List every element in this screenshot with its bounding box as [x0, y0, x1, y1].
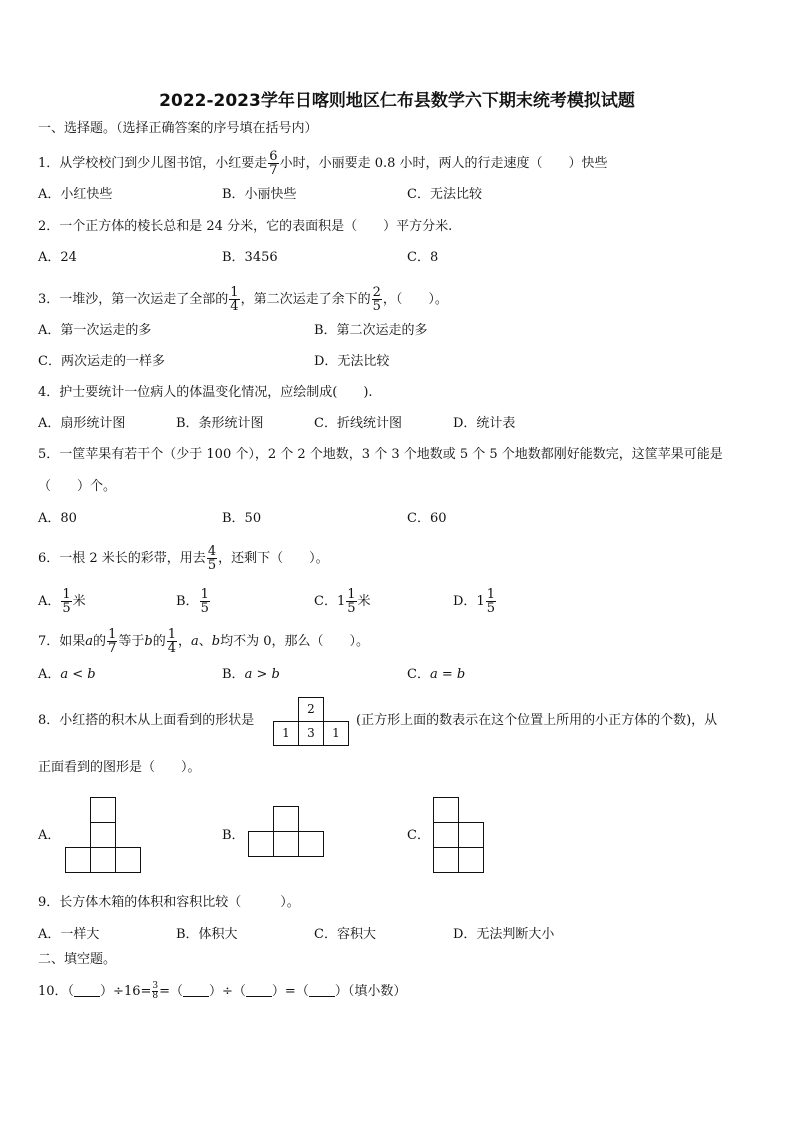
q5-option-a[interactable]: A．80	[38, 511, 77, 526]
square	[273, 806, 299, 832]
q1-option-a[interactable]: A．小红快些	[38, 187, 113, 202]
fraction: $\frac{1}{5}$	[62, 587, 71, 616]
q6-option-a[interactable]: A． $\frac{1}{5}$ 米	[38, 587, 86, 616]
q3-option-c[interactable]: C．两次运走的一样多	[38, 354, 165, 369]
q6-option-c[interactable]: C．1 $\frac{1}{5}$ 米	[314, 587, 371, 616]
q2-option-c[interactable]: C．8	[407, 250, 439, 265]
square	[90, 847, 116, 873]
square	[433, 847, 459, 873]
square	[115, 847, 141, 873]
q3-option-d[interactable]: D．无法比较	[314, 354, 390, 369]
square	[298, 831, 324, 857]
q8-option-a-figure[interactable]	[65, 797, 141, 873]
top-view-cell: 1	[323, 721, 349, 746]
square	[90, 797, 116, 823]
fraction: $\frac{1}{4}$	[230, 285, 239, 314]
answer-blank[interactable]	[74, 984, 100, 997]
q2-option-b[interactable]: B．3456	[222, 250, 278, 265]
q8-option-c-label[interactable]: C．	[407, 828, 430, 843]
square	[65, 847, 91, 873]
fraction: $\frac{6}{7}$	[269, 149, 278, 178]
q6-option-d[interactable]: D．1 $\frac{1}{5}$	[453, 587, 495, 616]
q4-option-a[interactable]: A．扇形统计图	[38, 416, 126, 431]
answer-blank[interactable]	[309, 984, 335, 997]
q4-option-d[interactable]: D．统计表	[453, 416, 516, 431]
q1-option-c[interactable]: C．无法比较	[407, 187, 482, 202]
fraction: $\frac{4}{5}$	[207, 544, 217, 573]
q4-option-b[interactable]: B．条形统计图	[176, 416, 264, 431]
question-8-line-2: 正面看到的图形是（ ）。	[38, 760, 201, 775]
square	[90, 822, 116, 848]
question-9: 9．长方体木箱的体积和容积比较（ ）。	[38, 895, 300, 910]
q9-option-d[interactable]: D．无法判断大小	[453, 927, 555, 942]
question-8-prefix: 8．小红搭的积木从上面看到的形状是	[38, 713, 255, 728]
q8-option-b-figure[interactable]	[248, 806, 324, 858]
q7-option-c[interactable]: C．a = b	[407, 667, 466, 682]
q9-option-a[interactable]: A．一样大	[38, 927, 100, 942]
square	[433, 797, 459, 823]
page-title: 2022-2023学年日喀则地区仁布县数学六下期末统考模拟试题	[159, 91, 635, 111]
fraction: $\frac{1}{4}$	[167, 627, 176, 656]
q3-option-b[interactable]: B．第二次运走的多	[314, 323, 428, 338]
answer-blank[interactable]	[183, 984, 209, 997]
question-8-suffix: (正方形上面的数表示在这个位置上所用的小正方体的个数)，从	[356, 713, 718, 728]
q2-option-a[interactable]: A．24	[38, 250, 77, 265]
question-10: 10．（ ）÷16= $\frac{3}{8}$ =（ ）÷（ ）=（ ）（填小数）	[38, 981, 407, 1001]
fraction: $\frac{3}{8}$	[152, 981, 159, 1001]
q8-option-b-label[interactable]: B．	[222, 828, 245, 843]
top-view-figure	[273, 697, 350, 747]
q5-option-b[interactable]: B．50	[222, 511, 262, 526]
fraction: $\frac{1}{5}$	[347, 587, 356, 616]
section-2-heading: 二、填空题。	[38, 952, 117, 967]
question-5-line-1: 5．一筐苹果有若干个（少于 100 个），2 个 2 个地数，3 个 3 个地数或 5 个 5 个地数都刚好能数完，这筐苹果可能是	[38, 447, 723, 462]
square	[433, 822, 459, 848]
question-1: 1．从学校校门到少儿图书馆，小红要走 $\frac{6}{7}$ 小时，小丽要走 0.8 小时，两人的行走速度（ ）快些	[38, 149, 608, 178]
q8-option-c-figure[interactable]	[433, 797, 484, 873]
q6-option-b[interactable]: B． $\frac{1}{5}$	[176, 587, 209, 616]
fraction: $\frac{1}{5}$	[486, 587, 495, 616]
top-view-cell: 2	[298, 697, 324, 722]
fraction: $\frac{1}{7}$	[108, 627, 117, 656]
q3-option-a[interactable]: A．第一次运走的多	[38, 323, 152, 338]
q4-option-c[interactable]: C．折线统计图	[314, 416, 402, 431]
q7-option-a[interactable]: A．a < b	[38, 667, 96, 682]
q7-option-b[interactable]: B．a > b	[222, 667, 280, 682]
q8-option-a-label[interactable]: A．	[38, 828, 61, 843]
q5-option-c[interactable]: C．60	[407, 511, 447, 526]
q9-option-b[interactable]: B．体积大	[176, 927, 238, 942]
square	[273, 831, 299, 857]
question-7: 7．如果a的 $\frac{1}{7}$ 等于b的 $\frac{1}{4}$ ，a、b均不为 0，那么（ ）。	[38, 627, 370, 656]
q9-option-c[interactable]: C．容积大	[314, 927, 376, 942]
question-2: 2．一个正方体的棱长总和是 24 分米，它的表面积是（ ）平方分米.	[38, 219, 453, 234]
top-view-cell: 3	[298, 721, 324, 746]
question-5-line-2: （ ）个。	[38, 479, 117, 494]
question-3: 3．一堆沙，第一次运走了全部的 $\frac{1}{4}$ ，第二次运走了余下的 $\frac{2}{5}$ ，（ ）。	[38, 285, 448, 314]
square	[248, 831, 274, 857]
fraction: $\frac{2}{5}$	[372, 285, 381, 314]
section-1-heading: 一、选择题。（选择正确答案的序号填在括号内）	[38, 121, 318, 136]
square	[458, 822, 484, 848]
fraction: $\frac{1}{5}$	[200, 587, 209, 616]
square	[458, 847, 484, 873]
question-6: 6．一根 2 米长的彩带，用去 $\frac{4}{5}$ ，还剩下（ ）。	[38, 544, 329, 573]
question-4: 4．护士要统计一位病人的体温变化情况，应绘制成( ).	[38, 385, 373, 400]
answer-blank[interactable]	[246, 984, 272, 997]
q1-option-b[interactable]: B．小丽快些	[222, 187, 297, 202]
top-view-cell: 1	[273, 721, 299, 746]
